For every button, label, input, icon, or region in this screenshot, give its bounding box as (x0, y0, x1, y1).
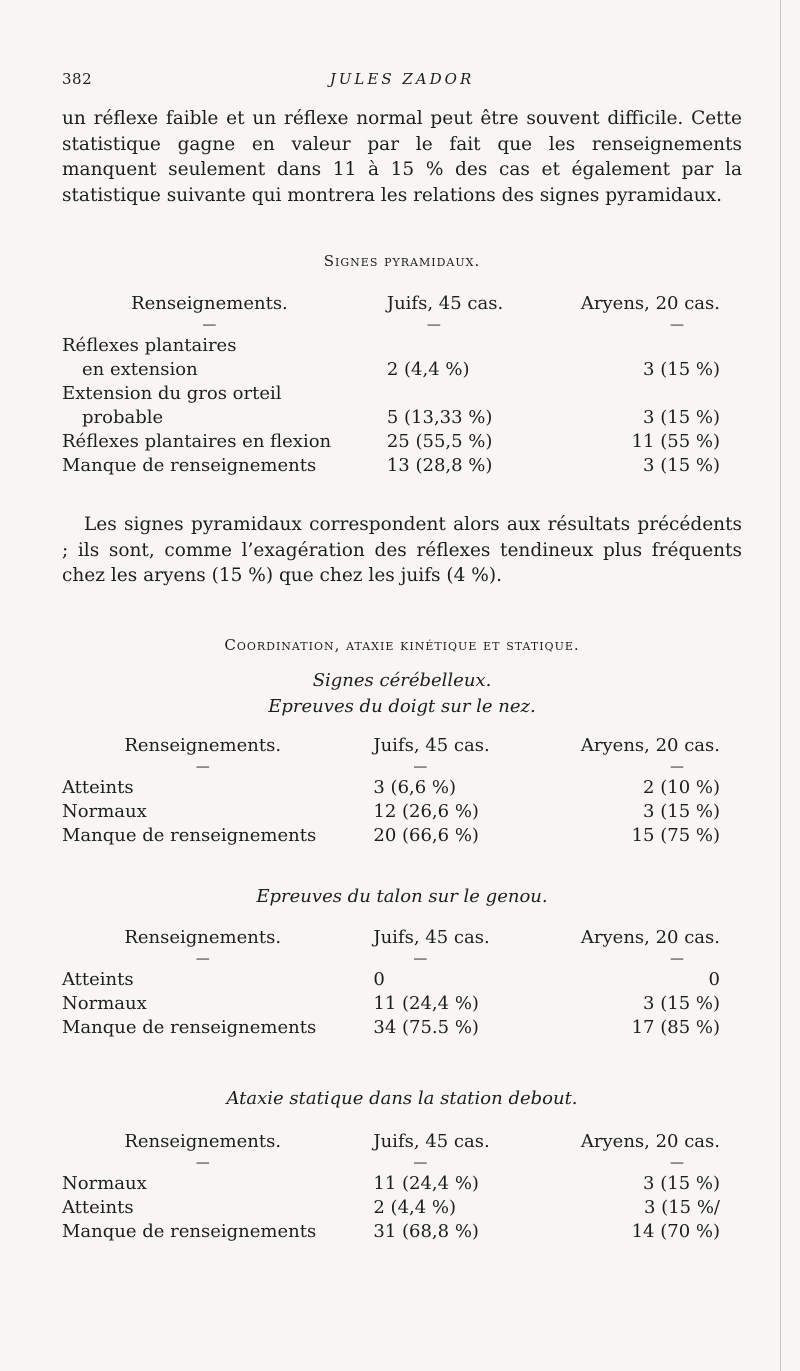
table-dash-row (62, 316, 742, 334)
cell-juifs: 0 (373, 969, 385, 990)
cell-aryens: 17 (85 %) (631, 1017, 720, 1038)
table-row (62, 1016, 742, 1040)
row-label: en extension (82, 359, 198, 380)
cell-aryens: 3 (15 %/ (644, 1197, 720, 1218)
dash: — (195, 951, 210, 967)
dash: — (413, 1155, 428, 1171)
running-header (62, 70, 742, 94)
section-title-pyramidal: Signes pyramidaux. (323, 252, 481, 270)
column-header: Aryens, 20 cas. (580, 1131, 720, 1152)
column-header: Juifs, 45 cas. (373, 927, 490, 948)
row-label: Manque de renseignements (62, 1017, 317, 1038)
cell-aryens: 3 (15 %) (643, 407, 720, 428)
cell-juifs: 2 (4,4 %) (386, 359, 470, 380)
dash: — (195, 1155, 210, 1171)
cell-juifs: 34 (75.5 %) (373, 1017, 479, 1038)
cell-aryens (581, 334, 742, 358)
table-row (62, 358, 742, 382)
table-row (62, 800, 742, 824)
row-label: probable (82, 407, 164, 428)
table-row (62, 454, 742, 478)
table-row (62, 824, 742, 848)
row-label: Normaux (62, 993, 147, 1014)
column-header: Aryens, 20 cas. (580, 735, 720, 756)
table-row (62, 1220, 742, 1244)
cell-juifs: 3 (6,6 %) (373, 777, 457, 798)
column-header: Renseignements. (124, 1131, 282, 1152)
cell-aryens: 3 (15 %) (643, 1173, 720, 1194)
subtitle-heel-knee-test: Epreuves du talon sur le genou. (256, 886, 548, 907)
cell-juifs: 11 (24,4 %) (373, 993, 479, 1014)
table-row (62, 1196, 742, 1220)
cell-aryens: 3 (15 %) (643, 993, 720, 1014)
dash: — (670, 1155, 684, 1171)
column-header: Juifs, 45 cas. (373, 1131, 490, 1152)
cell-juifs: 31 (68,8 %) (373, 1221, 479, 1242)
table-row (62, 382, 742, 406)
dash: — (670, 951, 684, 967)
table-heel-knee (62, 926, 742, 1040)
dash: — (426, 317, 441, 333)
cell-juifs: 5 (13,33 %) (386, 407, 493, 428)
table-finger-nose (62, 734, 742, 848)
row-label: Atteints (62, 1197, 134, 1218)
cell-aryens: 15 (75 %) (631, 825, 720, 846)
table-header-row (62, 1130, 742, 1154)
table-header-row (62, 734, 742, 758)
table-row (62, 406, 742, 430)
subtitle-finger-nose-test: Epreuves du doigt sur le nez. (268, 696, 536, 717)
column-header: Aryens, 20 cas. (580, 293, 720, 314)
row-label: Réflexes plantaires en flexion (62, 431, 332, 452)
table-header-row (62, 926, 742, 950)
cell-juifs: 20 (66,6 %) (373, 825, 479, 846)
cell-aryens: 2 (10 %) (643, 777, 720, 798)
table-dash-row (62, 1154, 742, 1172)
dash: — (413, 951, 428, 967)
dash: — (670, 317, 684, 333)
subtitle-static-ataxia: Ataxie statique dans la station debout. (226, 1088, 578, 1109)
dash: — (670, 759, 684, 775)
dash: — (195, 759, 210, 775)
table-header-row (62, 292, 742, 316)
table-row (62, 776, 742, 800)
column-header: Renseignements. (124, 927, 282, 948)
paragraph-pyramidal-summary: Les signes pyramidaux correspondent alors aux résultats précédents ; ils sont, comme l’exagération des réflexes tendineux plus fréquents chez les aryens (15 %) que chez les juifs (4 %). (62, 514, 742, 586)
table-dash-row (62, 950, 742, 968)
dash: — (413, 759, 428, 775)
table-row (62, 968, 742, 992)
dash: — (202, 317, 217, 333)
cell-juifs: 2 (4,4 %) (373, 1197, 457, 1218)
subtitle-cerebellar-signs: Signes cérébelleux. (312, 670, 492, 691)
row-label: Réflexes plantaires (62, 335, 237, 356)
cell-juifs: 25 (55,5 %) (386, 431, 493, 452)
table-row (62, 430, 742, 454)
cell-aryens: 3 (15 %) (643, 801, 720, 822)
cell-aryens (581, 382, 742, 406)
column-header: Renseignements. (124, 735, 282, 756)
column-header: Juifs, 45 cas. (373, 735, 490, 756)
column-header: Juifs, 45 cas. (386, 293, 504, 314)
column-header: Aryens, 20 cas. (580, 927, 720, 948)
row-label: Normaux (62, 1173, 147, 1194)
cell-aryens: 11 (55 %) (631, 431, 720, 452)
table-pyramidal-signs (62, 292, 742, 478)
page-fold-shadow (780, 0, 781, 1371)
table-dash-row (62, 758, 742, 776)
row-label: Normaux (62, 801, 147, 822)
cell-juifs: 11 (24,4 %) (373, 1173, 479, 1194)
cell-juifs: 12 (26,6 %) (373, 801, 479, 822)
cell-juifs: 13 (28,8 %) (386, 455, 493, 476)
cell-juifs (357, 382, 581, 406)
column-header: Renseignements. (131, 293, 288, 314)
table-static-ataxia (62, 1130, 742, 1244)
table-row (62, 334, 742, 358)
row-label: Atteints (62, 777, 134, 798)
paragraph-intro: un réflexe faible et un réflexe normal peut être souvent difficile. Cette statistique gagne en valeur par le fait que les renseignements manquent seulement dans 11 à 15 % des cas et également par la statistique suivante qui montrera les relations des signes pyramidaux. (62, 108, 742, 206)
row-label: Atteints (62, 969, 134, 990)
table-row (62, 1172, 742, 1196)
table-row (62, 992, 742, 1016)
row-label: Manque de renseignements (62, 1221, 317, 1242)
cell-aryens: 0 (708, 969, 720, 990)
cell-aryens: 3 (15 %) (643, 455, 720, 476)
cell-aryens: 14 (70 %) (631, 1221, 720, 1242)
running-title: JULES ZADOR (329, 70, 475, 88)
page-number: 382 (62, 70, 93, 88)
cell-juifs (357, 334, 581, 358)
row-label: Manque de renseignements (62, 825, 317, 846)
row-label: Manque de renseignements (62, 455, 317, 476)
cell-aryens: 3 (15 %) (643, 359, 720, 380)
row-label: Extension du gros orteil (62, 383, 282, 404)
section-title-coordination: Coordination, ataxie kinétique et statique. (224, 636, 580, 654)
